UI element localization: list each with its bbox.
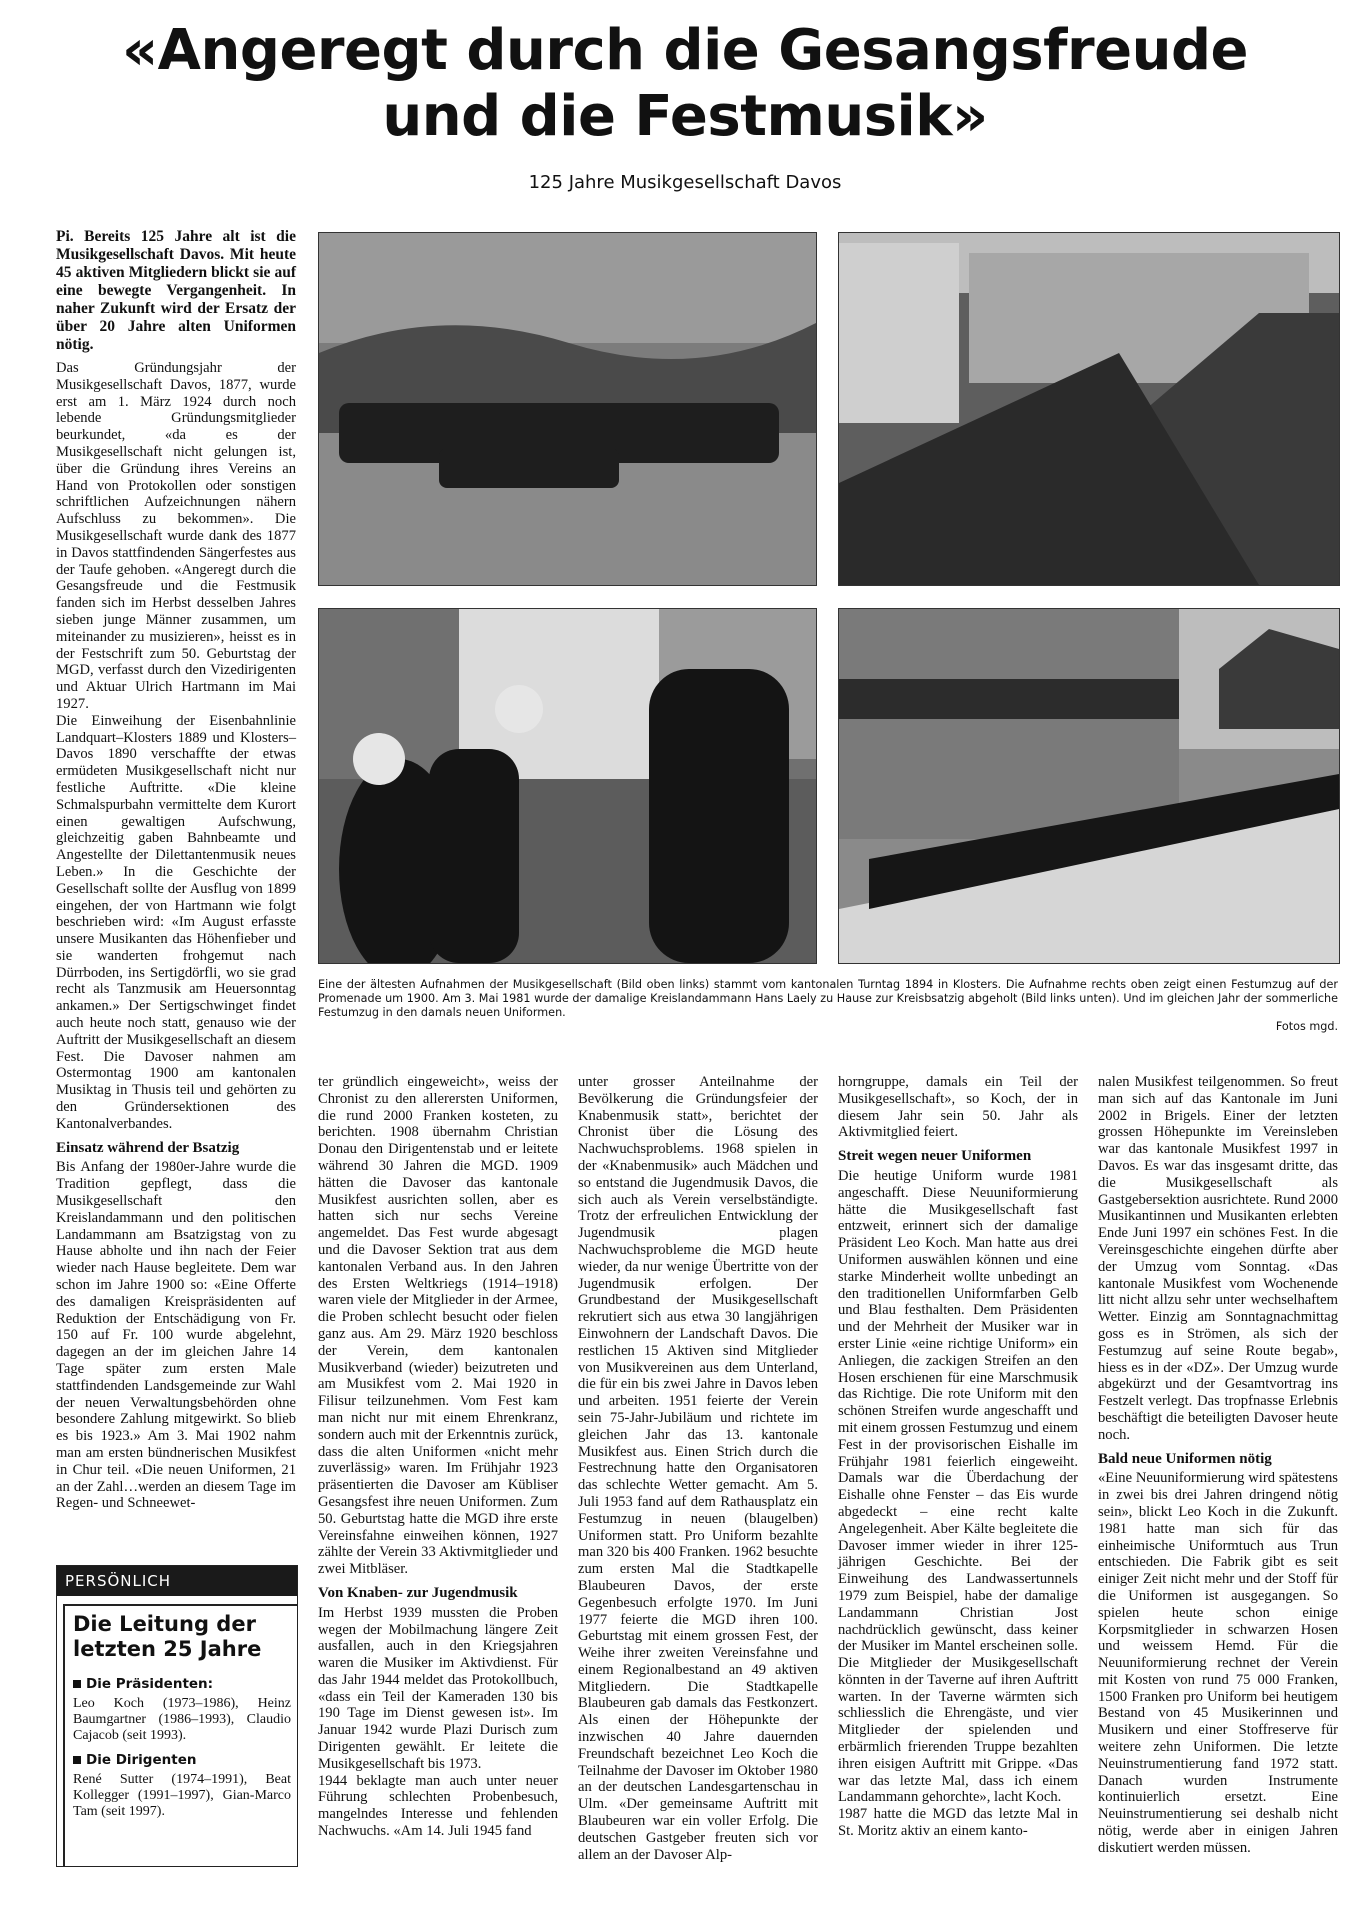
column-5 bbox=[1098, 1074, 1338, 1857]
paragraph: 1944 beklagte man auch unter neuer Führung schlechten Probenbesuch, mangelndes Interesse und fehlenden Nachwuchs. «Am 14. Juli 1945 fand bbox=[318, 1772, 558, 1840]
caption-text: Eine der ältesten Aufnahmen der Musikgesellschaft (Bild oben links) stammt vom kantonalen Turntag 1894 in Klosters. Die Aufnahme rechts oben zeigt einen Festumzug auf der Promenade um 1900. Am 3. Mai 1981 wurde der damalige Kreislandammann Hans Laely zu Hause zur Kreisbsatzig abgeholt (Bild links unten). Und im gleichen Jahr der sommerliche Festumzug in den damals neuen Uniformen. bbox=[318, 978, 1338, 1019]
section-heading: Bald neue Uniformen nötig bbox=[1098, 1450, 1272, 1467]
box-subheading bbox=[73, 1752, 291, 1768]
headline-line-2: und die Festmusik» bbox=[382, 84, 988, 149]
paragraph: ter gründlich eingeweicht», weiss der Chronist zu den allerersten Uniformen, die rund 2000 Franken kosteten, zu berichten. 1908 übernahm Christian Donau den Dirigentenstab und er leitete während 30 Jahren die MGD. 1909 hätten die Davoser das kantonale Musikfest ausrichten sollen, aber es hatten sich nur sechs Vereine angemeldet. Das Fest wurde abgesagt und die Davoser Sektion trat aus dem kantonalen Verband aus. In den Jahren des Ersten Weltkriegs (1914–1918) waren viele der Mitglieder in der Armee, die Proben schlecht besucht oder fielen ganz aus. Am 29. März 1920 beschloss der Verein, dem kantonalen Musikverband (wieder) beizutreten und am Musikfest vom 2. Mai 1920 in Filisur teilzunehmen. Vom Fest kam man nicht nur mit einem Ehrenkranz, sondern auch mit der Erkenntnis zurück, dass die alten Uniformen «nicht mehr zuverlässig» waren. Im Frühjahr 1923 präsentierten die Davoser am Kübliser Gesangsfest ihre neuen Uniformen. Zum 50. Geburtstag hatte die MGD ihre erste Vereinsfahne einweihen können, 1927 zählte der Verein 33 Aktivmitglieder und zwei Mitbläser. bbox=[318, 1074, 558, 1578]
column-1 bbox=[56, 228, 296, 1512]
paragraph: Die heutige Uniform wurde 1981 angeschafft. Diese Neuuniformierung hätte die Musikgesellschaft fast entzweit, erinnert sich der damalige Präsident Leo Koch. Man hatte aus drei Uniformen auswählen können und eine starke Minderheit wollte unbedingt an den traditionellen Uniformfarben Gelb und Blau festhalten. Dem Präsidenten und der Mehrheit der Musiker war in erster Linie «eine richtige Uniform» ein Anliegen, die zackigen Streifen an den Hosen erschienen für eine Marschmusik das Richtige. Die rote Uniform mit den schönen Streifen wurde angeschafft und mit einem grossen Festumzug und einem Fest in der provisorischen Eishalle im Frühjahr 1981 feierlich eingeweiht. Damals war die Überdachung der Eishalle ohne Fenster – das Eis wurde abgedeckt – eine recht kalte Angelegenheit. Aber Kälte begleitete die Davoser immer wieder in ihrer 125-jährigen Geschichte. Bei der Einweihung des Landwassertunnels 1979 zum Beispiel, habe der damalige Landammann Christian Jost nachdrücklich gewünscht, dass keiner der Musiker im Mantel erscheinen solle. Die Mitglieder der Musikgesellschaft könnten in der Taverne auf ihren Auftritt warten. In der Taverne wärmten sich schliesslich die Ehrengäste, und vier Mitglieder der spielenden und erbärmlich frierenden Truppe bezahlten ihren eisigen Auftritt mit Grippe. «Das war das letzte Mal, dass ich einem Landammann gehorchte», lacht Koch. bbox=[838, 1167, 1078, 1806]
column-3 bbox=[578, 1074, 818, 1863]
personal-info-box bbox=[56, 1565, 298, 1867]
paragraph: Die Einweihung der Eisenbahnlinie Landquart–Klosters 1889 und Klosters–Davos 1890 verschaffte der etwas ermüdeten Musikgesellschaft nicht nur festliche Auftritte. «Die kleine Schmalspurbahn vermittelte dem Kurort einen gewaltigen Aufschwung, gleichzeitig gaben Bahnbeamte und Angestellte der Dilettantenmusik neues Leben.» In die Geschichte der Gesellschaft sollte der Ausflug von 1899 eingehen, der von Hartmann wie folgt beschrieben wird: «Im August erfasste unsere Musikanten das Höhenfieber und sie wanderten frohgemut nach Dürrboden, ins Sertigdörfli, wo sie grad recht als Tanzmusik am Heuersonntag ankamen.» Der Sertigschwinget findet auch heute noch statt, genauso wie der Auftritt der Musikgesellschaft an diesem Fest. Die Davoser nahmen am Ostermontag 1900 am kantonalen Musiktag in Thusis teil und gehörten zu den Gründersektionen des Kantonalverbandes. bbox=[56, 712, 296, 1132]
photo-summer-parade-1981 bbox=[838, 608, 1340, 964]
paragraph: Im Herbst 1939 mussten die Proben wegen der Mobilmachung längere Zeit ausfallen, auch in den Kriegsjahren waren die Musiker im Aktivdienst. Für das Jahr 1944 meldet das Protokollbuch, «dass ein Teil der Kameraden 130 bis 190 Tage im Dienst gewesen ist». Im Januar 1942 wurde Plazi Durisch zum Dirigenten gewählt. Er leitete die Musikgesellschaft bis 1973. bbox=[318, 1604, 558, 1772]
photo-parade-promenade-1900 bbox=[838, 232, 1340, 586]
box-title: Die Leitung der letzten 25 Jahre bbox=[73, 1612, 262, 1661]
photo-credit: Fotos mgd. bbox=[1275, 1020, 1338, 1033]
subheadline: 125 Jahre Musikgesellschaft Davos bbox=[528, 172, 842, 193]
photo-caption bbox=[318, 978, 1338, 1034]
column-4 bbox=[838, 1074, 1078, 1840]
square-bullet-icon bbox=[73, 1680, 81, 1688]
headline-line-1: «Angeregt durch die Gesangsfreude bbox=[121, 18, 1249, 83]
box-text: Leo Koch (1973–1986), Heinz Baumgartner (1986–1993), Claudio Cajacob (seit 1993). bbox=[73, 1696, 291, 1743]
paragraph: unter grosser Anteilnahme der Bevölkerung die Gründungsfeier der Knabenmusik statt», berichtet der Chronist über die Lösung des Nachwuchsproblems. 1968 spielen in der «Knabenmusik» auch Mädchen und so entstand die Jugendmusik Davos, die sich auch als Verein verselbständigte. Trotz der erfreulichen Entwicklung der Jugendmusik plagen Nachwuchsprobleme die MGD heute wieder, da nur wenige Übertritte von der Jugendmusik erfolgen. Der Grundbestand der Musikgesellschaft rekrutiert sich aus etwa 30 langjährigen Einwohnern der Landschaft Davos. Die restlichen 15 Aktiven sind Mitglieder von Musikvereinen aus dem Unterland, die für ein bis zwei Jahre in Davos leben und arbeiten. 1951 feierte der Verein sein 75-Jahr-Jubiläum und richtete im gleichen Jahr das 13. kantonale Musikfest aus. Einen Strich durch die Festrechnung hatte den Organisatoren das schlechte Wetter gemacht. Am 5. Juli 1953 fand auf dem Rathausplatz ein Festumzug in neuen (blaugelben) Uniformen statt. Pro Uniform bezahlte man 320 bis 400 Franken. 1962 besuchte zum ersten Mal die Stadtkapelle Blaubeuren Davos, der erste Gegenbesuch erfolgte 1970. Im Juni 1977 feierte die MGD ihren 100. Geburtstag mit einem grossen Fest, der Weihe ihrer zweiten Vereinsfahne und einem Regionalbestand an 49 aktiven Mitgliedern. Die Stadtkapelle Blaubeuren gab damals das Festkonzert. Als einen der Höhepunkte der inzwischen 40 Jahre dauernden Freundschaft bezeichnet Leo Koch die Teilnahme der Davoser im Oktober 1980 an der deutschen Landesgartenschau in Ulm. «Der gemeinsame Auftritt mit Blaubeuren war ein voller Erfolg. Die deutschen Gastgeber freuten sich vor allem an der Davoser Alp- bbox=[578, 1074, 818, 1863]
section-heading: Einsatz während der Bsatzig bbox=[56, 1139, 240, 1156]
box-body bbox=[63, 1604, 297, 1866]
section-heading: Streit wegen neuer Uniformen bbox=[838, 1148, 1032, 1165]
box-subheading-text: Die Dirigenten bbox=[86, 1752, 197, 1768]
column-2 bbox=[318, 1074, 558, 1840]
photo-kreislandammann-1981 bbox=[318, 608, 817, 964]
box-header: PERSÖNLICH bbox=[57, 1566, 297, 1596]
paragraph: horngruppe, damals ein Teil der Musikgesellschaft», so Koch, der in diesem Jahr sein 50. Jahr als Aktivmitglied feiert. bbox=[838, 1074, 1078, 1141]
box-text: René Sutter (1974–1991), Beat Kollegger (1991–1997), Gian-Marco Tam (seit 1997). bbox=[73, 1772, 291, 1819]
lead-paragraph: Pi. Bereits 125 Jahre alt ist die Musikgesellschaft Davos. Mit heute 45 aktiven Mitgliedern blickt sie auf eine bewegte Vergangenheit. In naher Zukunft wird der Ersatz der über 20 Jahre alten Uniformen nötig. bbox=[56, 228, 296, 353]
box-subheading bbox=[73, 1676, 291, 1692]
paragraph: «Eine Neuuniformierung wird spätestens in zwei bis drei Jahren dringend nötig sein», blickt Leo Koch in die Zukunft. 1981 hatte man sich für das einheimische Uniformtuch aus Trun entschieden. Die Fabrik gibt es seit einiger Zeit nicht mehr und der Stoff für die Uniformen ist ausgegangen. So spielen heute schon einige Korpsmitglieder in schwarzen Hosen und weissem Hemd. Für die Neuuniformierung rechnet der Verein mit Kosten von rund 75 000 Franken, 1500 Franken pro Uniform bei heutigem Bestand von 45 Musikerinnen und Musikern und einer Stoffreserve für weitere zehn Uniformen. Die letzte Neuinstrumentierung fand 1972 statt. Danach wurden Instrumente kontinuierlich ersetzt. Eine Neuinstrumentierung sei deshalb nicht nötig, werde aber in einigen Jahren diskutiert werden müssen. bbox=[1098, 1470, 1338, 1856]
paragraph: 1987 hatte die MGD das letzte Mal in St. Moritz aktiv an einem kanto- bbox=[838, 1806, 1078, 1840]
section-heading: Von Knaben- zur Jugendmusik bbox=[318, 1584, 518, 1601]
square-bullet-icon bbox=[73, 1756, 81, 1764]
paragraph: Das Gründungsjahr der Musikgesellschaft Davos, 1877, wurde erst am 1. März 1924 durch noch lebende Gründungsmitglieder beurkundet, «da es der Musikgesellschaft nicht gelungen ist, über die Gründung ihres Vereins an Hand von Protokollen oder sonstigen schriftlichen Aufzeichnungen nähern Aufschluss zu bekommen». Die Musikgesellschaft wurde dank des 1877 in Davos stattfindenden Sängerfestes aus der Taufe gehoben. «Angeregt durch die Gesangsfreude und die Festmusik fanden sich im Herbst desselben Jahres sieben junge Männer zusammen, um miteinander zu musizieren», heisst es in der Festschrift zum 50. Geburtstag der MGD, verfasst durch den Vizedirigenten und Aktuar Ulrich Hartmann im Mai 1927. bbox=[56, 360, 296, 712]
photo-band-1894 bbox=[318, 232, 817, 586]
headline bbox=[60, 18, 1310, 150]
box-subheading-text: Die Präsidenten: bbox=[86, 1676, 214, 1692]
paragraph: nalen Musikfest teilgenommen. So freut man sich auf das Kantonale im Juni 2002 in Brigels. Einer der letzten grossen Höhepunkte im Vereinsleben war das kantonale Musikfest 1997 in Davos. Es war das insgesamt dritte, das die Musikgesellschaft als Gastgebersektion ausrichtete. Rund 2000 Musikantinnen und Musikanten erlebten Ende Juni 1997 ein schönes Fest. In die Vereinsgeschichte eingehen dürfte aber der Umzug vom Sonntag. «Das kantonale Musikfest vom Wochenende litt nicht allzu sehr unter wechselhaftem Wetter. Einzig am Sonntagnachmittag goss es in Strömen, als sich der Festumzug auf seine Route begab», hiess es in der «DZ». Der Umzug wurde abgekürzt und der Gesamtvortrag ins Festzelt verlegt. Das tropfnasse Erlebnis beschäftigt die beteiligten Davoser heute noch. bbox=[1098, 1074, 1338, 1443]
paragraph: Bis Anfang der 1980er-Jahre wurde die Tradition gepflegt, dass die Musikgesellschaft den Kreislandammann und den politischen Landammann am Bsatzigstag von zu Hause abholte und ihn nach der Feier wieder nach Hause begleitete. Dem war schon im Jahre 1900 so: «Eine Offerte des damaligen Kreispräsidenten auf Reduktion der Entschädigung von Fr. 150 auf Fr. 100 wurde abgelehnt, dagegen an der im gleichen Jahre 14 Tage später zum ersten Male stattfindenden Landsgemeinde zur Wahl der neuen Verwaltungsbehörden ohne besondere Zahlung mitgewirkt. So blieb es bis 1923.» Am 3. Mai 1902 nahm man am ersten bündnerischen Musikfest in Chur teil. «Die neuen Uniformen, 21 an der Zahl…werden an diesem Tage im Regen- und Schneewet- bbox=[56, 1159, 296, 1512]
